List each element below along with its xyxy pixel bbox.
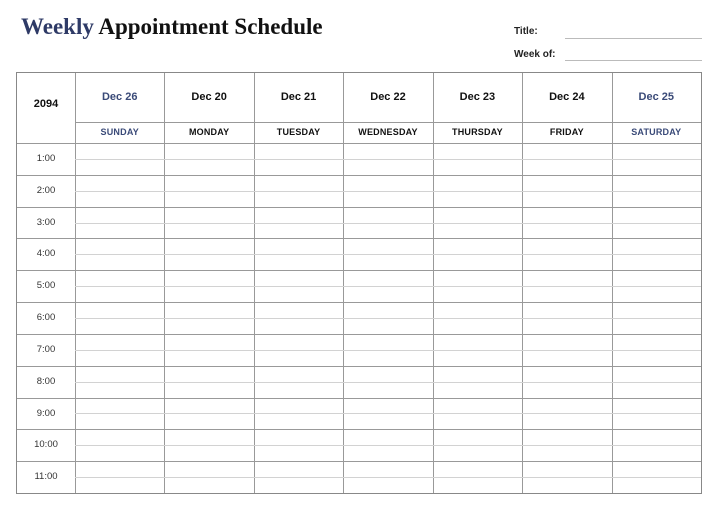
half-hour-line [75,223,701,224]
day-name: FRIDAY [549,127,584,137]
day-date: Dec 20 [191,91,227,103]
time-row-line [17,207,701,208]
half-hour-line [75,477,701,478]
day-name: SATURDAY [631,127,682,137]
day-name: MONDAY [188,127,230,137]
time-row-line [17,334,701,335]
time-label: 2:00 [36,184,56,196]
time-row-line [17,302,701,303]
time-row-line [17,270,701,271]
day-date: Dec 26 [101,91,138,103]
day-name: SUNDAY [100,127,139,137]
time-row-line [17,398,701,399]
title-field-label: Title: [514,26,538,37]
time-label: 9:00 [36,407,56,419]
day-name: TUESDAY [276,127,321,137]
half-hour-line [75,318,701,319]
title-rest: Appointment Schedule [98,14,323,39]
day-date: Dec 25 [638,91,675,103]
title-first-word: Weekly [21,14,94,39]
time-label: 4:00 [36,248,56,260]
day-date: Dec 21 [280,91,317,103]
time-row-line [17,461,701,462]
time-label: 6:00 [36,312,56,324]
time-row-line [17,366,701,367]
time-label: 10:00 [34,439,58,451]
day-date: Dec 23 [459,91,496,103]
time-label: 11:00 [34,471,58,483]
title-field-line[interactable] [565,38,702,39]
half-hour-line [75,413,701,414]
day-date: Dec 22 [370,91,406,103]
time-label: 5:00 [36,280,56,292]
half-hour-line [75,254,701,255]
header-divider [75,122,701,123]
time-label: 1:00 [36,153,56,164]
week-field-line[interactable] [565,60,702,61]
half-hour-line [75,445,701,446]
week-field-label: Week of: [514,49,556,60]
day-name: WEDNESDAY [358,127,418,137]
time-label: 8:00 [36,375,56,387]
half-hour-line [75,382,701,383]
half-hour-line [75,159,701,160]
time-label: 7:00 [36,343,56,355]
time-row-line [17,429,701,430]
day-date: Dec 24 [549,91,585,103]
half-hour-line [75,286,701,287]
time-row-line [17,175,701,176]
half-hour-line [75,191,701,192]
day-name: THURSDAY [452,127,503,137]
time-row-line [17,238,701,239]
year-label: 2094 [33,98,59,110]
schedule-grid [16,72,702,494]
half-hour-line [75,350,701,351]
time-label: 3:00 [36,216,56,228]
page-title [21,14,323,40]
header-bottom-line [17,143,701,144]
